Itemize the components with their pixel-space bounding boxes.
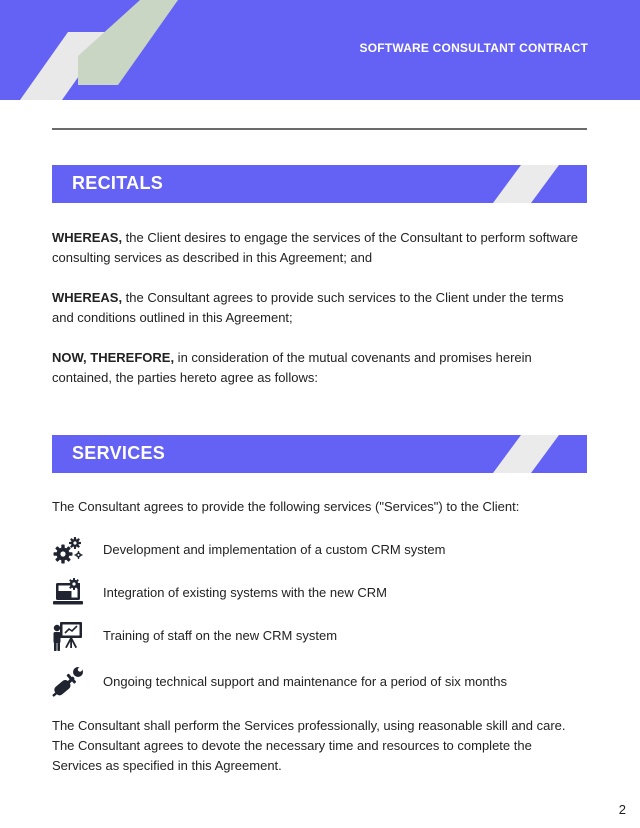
- recital-paragraph: NOW, THEREFORE, in consideration of the mutual covenants and promises herein contained, the parties hereto agree as follows:: [52, 350, 532, 385]
- recitals-heading-bar: [52, 165, 587, 203]
- heading-stripes: [487, 165, 587, 203]
- top-banner: [0, 0, 640, 100]
- services-heading: SERVICES: [72, 443, 166, 463]
- laptop-gear-icon: [52, 577, 84, 609]
- service-item: Ongoing technical support and maintenance for a period of six months: [103, 674, 507, 689]
- page-number: 2: [618, 802, 626, 817]
- wrench-plug-icon: [52, 666, 84, 698]
- divider: [52, 128, 587, 130]
- recitals-heading: RECITALS: [72, 173, 164, 193]
- service-item: Development and implementation of a custom CRM system: [103, 542, 446, 557]
- recital-paragraph: WHEREAS, the Consultant agrees to provide such services to the Client under the terms and conditions outlined in this Agreement;: [52, 290, 564, 325]
- services-heading-bar: [52, 435, 587, 473]
- service-item: Training of staff on the new CRM system: [103, 628, 338, 643]
- document-title: SOFTWARE CONSULTANT CONTRACT: [359, 41, 588, 55]
- presenter-icon: [52, 620, 84, 652]
- gears-icon: [52, 534, 84, 566]
- services-closing: The Consultant shall perform the Services professionally, using reasonable skill and care. The Consultant agrees to devote the necessary time and resources to complete the Services as specified in this Agreement.: [52, 718, 566, 773]
- heading-stripes: [487, 435, 587, 473]
- service-item: Integration of existing systems with the new CRM: [103, 585, 387, 600]
- services-intro: The Consultant agrees to provide the following services ("Services") to the Client:: [52, 499, 520, 514]
- recital-paragraph: WHEREAS, the Client desires to engage the services of the Consultant to perform software consulting services as described in this Agreement; and: [52, 230, 579, 265]
